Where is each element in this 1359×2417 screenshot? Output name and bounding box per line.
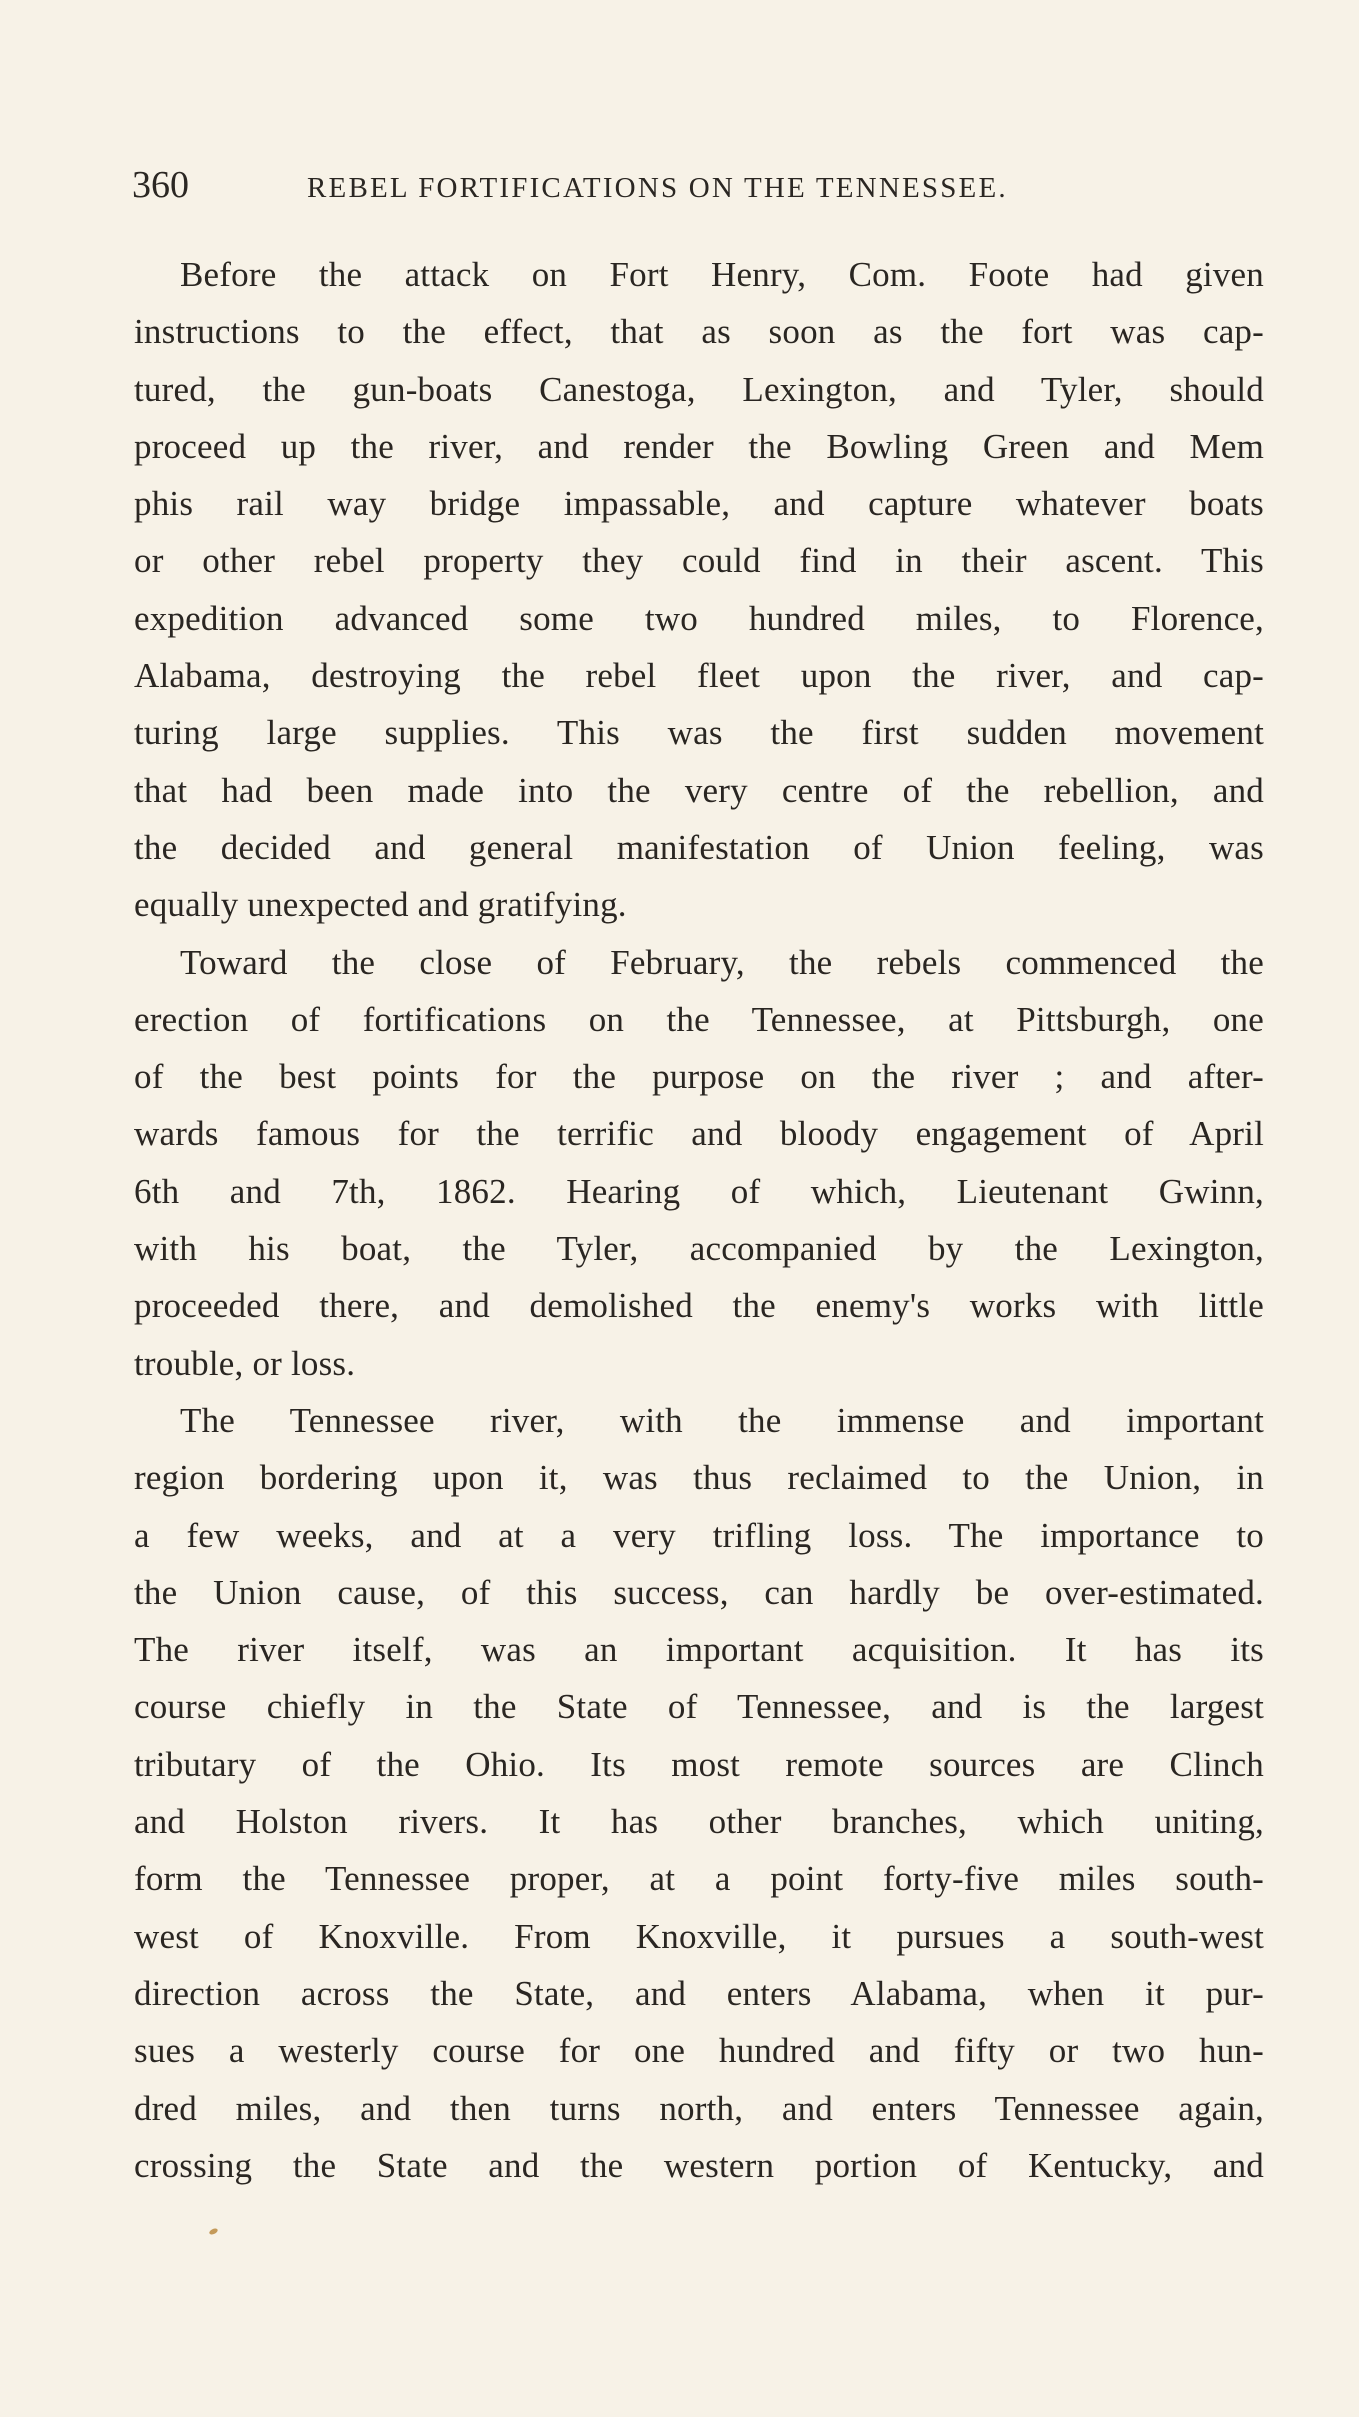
text-line: or other rebel property they could find in their ascent. This <box>134 541 1264 581</box>
text-line: the decided and general manifestation of Union feeling, was <box>134 827 1264 867</box>
text-line: a few weeks, and at a very trifling loss. The importance to <box>134 1515 1264 1555</box>
text-line: that had been made into the very centre of the rebellion, and <box>134 770 1264 810</box>
text-line: expedition advanced some two hundred miles, to Florence, <box>134 598 1264 638</box>
text-line: sues a westerly course for one hundred and fifty or two hun- <box>134 2031 1264 2071</box>
text-line: The Tennessee river, with the immense and important <box>180 1400 1264 1440</box>
text-line: 6th and 7th, 1862. Hearing of which, Lieutenant Gwinn, <box>134 1171 1264 1211</box>
text-line: proceed up the river, and render the Bowling Green and Mem <box>134 426 1264 466</box>
text-line: the Union cause, of this success, can hardly be over-estimated. <box>134 1572 1264 1612</box>
text-line: Toward the close of February, the rebels commenced the <box>180 942 1264 982</box>
text-line: dred miles, and then turns north, and enters Tennessee again, <box>134 2088 1264 2128</box>
running-title: REBEL FORTIFICATIONS ON THE TENNESSEE. <box>307 172 1008 204</box>
page-number: 360 <box>132 164 189 206</box>
text-line: phis rail way bridge impassable, and capture whatever boats <box>134 484 1264 524</box>
text-line: direction across the State, and enters Alabama, when it pur- <box>134 1973 1264 2013</box>
text-line: erection of fortifications on the Tennessee, at Pittsburgh, one <box>134 999 1264 1039</box>
text-line: form the Tennessee proper, at a point forty-five miles south- <box>134 1859 1264 1899</box>
text-line: of the best points for the purpose on the river ; and after- <box>134 1057 1264 1097</box>
text-line: wards famous for the terrific and bloody engagement of April <box>134 1114 1264 1154</box>
text-line: equally unexpected and gratifying. <box>134 885 627 925</box>
body-text <box>134 246 1264 2194</box>
text-line: Before the attack on Fort Henry, Com. Foote had given <box>180 255 1264 294</box>
text-line: with his boat, the Tyler, accompanied by the Lexington, <box>134 1229 1264 1269</box>
text-line: The river itself, was an important acquisition. It has its <box>134 1630 1264 1670</box>
text-line: trouble, or loss. <box>134 1343 356 1383</box>
text-line: course chiefly in the State of Tennessee, and is the largest <box>134 1687 1264 1727</box>
text-line: Alabama, destroying the rebel fleet upon the river, and cap- <box>134 656 1264 696</box>
text-line: and Holston rivers. It has other branches, which uniting, <box>134 1802 1264 1842</box>
running-head <box>132 160 1232 210</box>
text-line: tured, the gun-boats Canestoga, Lexington, and Tyler, should <box>134 369 1264 409</box>
text-line: turing large supplies. This was the first sudden movement <box>134 713 1264 753</box>
text-line: proceeded there, and demolished the enemy's works with little <box>134 1286 1264 1326</box>
text-line: tributary of the Ohio. Its most remote sources are Clinch <box>134 1744 1264 1784</box>
text-line: west of Knoxville. From Knoxville, it pursues a south-west <box>134 1916 1264 1956</box>
text-line: instructions to the effect, that as soon as the fort was cap- <box>134 312 1264 352</box>
text-line: crossing the State and the western portion of Kentucky, and <box>134 2145 1264 2185</box>
ink-speck <box>208 2227 218 2235</box>
text-line: region bordering upon it, was thus reclaimed to the Union, in <box>134 1458 1264 1498</box>
